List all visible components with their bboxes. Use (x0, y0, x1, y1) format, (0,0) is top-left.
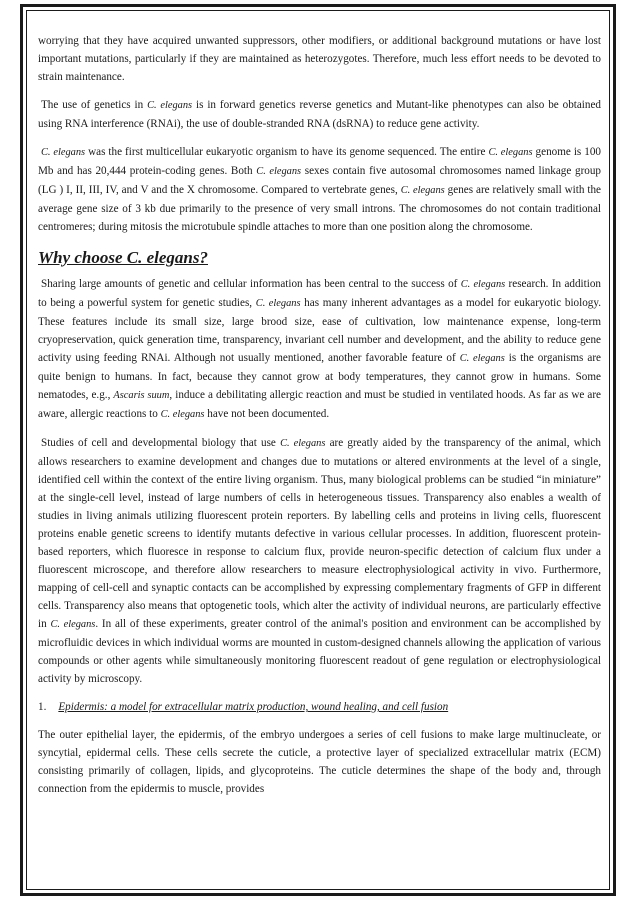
species-name: C. elegans (255, 298, 301, 309)
species-name: C. elegans (147, 100, 193, 111)
species-name: C. elegans (459, 353, 505, 364)
text-run: The use of genetics in (41, 99, 148, 111)
species-name: C. elegans (280, 438, 326, 449)
subsection-number: 1. (38, 701, 47, 713)
paragraph-strain-maintenance (38, 32, 601, 86)
species-name: C. elegans (400, 185, 445, 196)
subsection-heading (38, 698, 601, 716)
paragraph-text: The outer epithelial layer, the epidermis, of the embryo undergoes a series of cell fusions to make large multinucleate, or syncytial, epidermal cells. These cells secrete the cuticle, a protective layer of specialized extracellular matrix (ECM) consisting primarily of collagen, lipids, and glycoproteins. The cuticle determines the shape of the body and, through connection from the epidermis to muscle, provides (38, 729, 601, 795)
paragraph-genetics-use (38, 96, 601, 133)
text-run: Sharing large amounts of genetic and cellular information has been central to the success of (41, 278, 461, 290)
paragraph-epidermis (38, 726, 601, 798)
text-run: research. In addition to being a powerful system for genetic studies, (38, 278, 601, 309)
species-name: C. elegans (160, 409, 205, 420)
species-name: C. elegans (460, 279, 506, 290)
text-run: was the first multicellular eukaryotic organism to have its genome sequenced. The entire (85, 146, 489, 158)
species-name: C. elegans (488, 147, 533, 158)
paragraph-transparency (38, 434, 601, 688)
section-heading: Why choose C. elegans? (38, 248, 208, 267)
species-name: C. elegans (50, 619, 96, 630)
text-run: is in forward genetics reverse genetics and Mutant-like phenotypes can also be obtained using RNA interference (RNAi), the use of double-stranded RNA (dsRNA) to reduce gene activity. (38, 99, 601, 130)
text-run: have not been documented. (204, 408, 330, 420)
subsection-title: Epidermis: a model for extracellular matrix production, wound healing, and cell fusion (58, 701, 449, 713)
paragraph-genome (38, 143, 601, 236)
text-run: genome is 100 Mb and has 20,444 protein-coding genes. Both (38, 146, 601, 177)
text-run: . In all of these experiments, greater control of the animal's position and environment can be accomplished by microfluidic devices in which individual worms are mounted in custom-designed channels allowing the application of various compounds or other agents while simultaneously monitoring fluorescent readout of gene regulation or electrophysiological activity by microscopy. (38, 618, 601, 685)
text-run: has many inherent advantages as a model for eukaryotic biology. These features include its small size, large brood size, ease of cultivation, low maintenance expense, long-term cryopreservation, quick generation time, transparency, invariant cell number and development, and the ability to reduce gene activity using feeding RNAi. Although not usually mentioned, another favorable feature of (38, 297, 601, 364)
species-name: C. elegans (256, 166, 302, 177)
paragraph-text: worrying that they have acquired unwanted suppressors, other modifiers, or additional background mutations or have lost important mutations, particularly if they are maintained as heterozygotes. Therefore, much less effort needs to be devoted to strain maintenance. (38, 35, 601, 83)
text-run: Studies of cell and developmental biology that use (41, 437, 281, 449)
paragraph-advantages (38, 275, 601, 424)
text-run: , induce a debilitating allergic reaction and must be studied in ventilated hoods. As far as we are aware, allergic reactions to (38, 389, 601, 420)
document-body (38, 32, 601, 808)
species-name: Ascaris suum (113, 390, 170, 401)
text-run: are greatly aided by the transparency of the animal, which allows researchers to examine development and changes due to mutations or altered environments at the level of a single, identified cell within the context of the entire living organism. Thus, many biological problems can be studied “in miniature” at the single-cell level, instead of large numbers of cells in heterogeneous tissues. Transparency also enables a wealth of studies in living animals utilizing fluorescent protein reporters. By labelling cells and proteins in living cells, fluorescent proteins enable genetic screens to identify mutants defective in various cellular processes. In addition, fluorescent protein-based reporters, which fluoresce in response to calcium flux, provide neuron-specific detection of calcium flux under a fluorescent microscope, and therefore allow researchers to measure electrophysiological activity in vivo. Furthermore, mapping of cell-cell and synaptic contacts can be accomplished by expressing complementary fragments of GFP in different cells. Transparency also means that optogenetic tools, which alter the activity of individual neurons, are particularly effective in (38, 437, 601, 630)
text-run: genes are relatively small with the average gene size of 3 kb due primarily to the presence of very small introns. The chromosomes do not contain traditional centromeres; during mitosis the microtubule spindle attaches to more than one position along the chromosome. (38, 184, 601, 233)
text-run: sexes contain five autosomal chromosomes named linkage group (LG ) I, II, III, IV, and V and the X chromosome. Compared to vertebrate genes, (38, 165, 601, 196)
species-name: C. elegans (41, 147, 86, 158)
text-run: is the organisms are quite benign to humans. In fact, because they cannot grow at body temperatures, they cannot grow in humans. Some nematodes, e.g., (38, 352, 601, 401)
